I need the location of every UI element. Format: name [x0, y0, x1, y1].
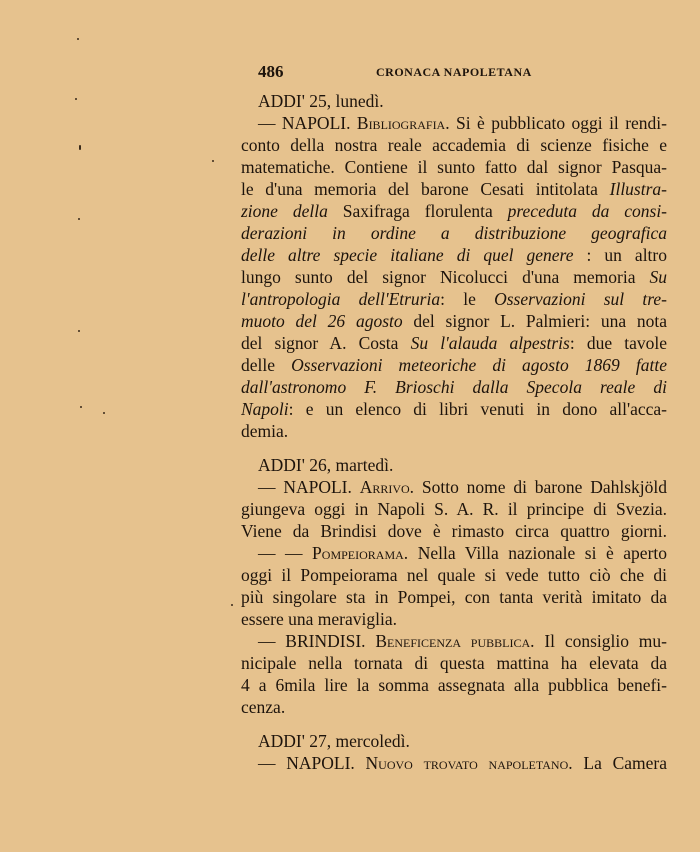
text-run: ADDI' 26, martedì.: [258, 455, 394, 475]
section-heading: Bibliografia: [356, 113, 446, 133]
scan-speck: [77, 38, 79, 40]
text-line: [241, 630, 667, 652]
text-run: . Si è pubblicato oggi il rendi-: [445, 113, 667, 133]
scan-speck: [78, 218, 80, 220]
text-run: — NAPOLI.: [258, 753, 366, 773]
italic-text: Su: [649, 267, 667, 287]
text-run: : le: [440, 289, 495, 309]
text-line: [241, 178, 667, 200]
text-line: [241, 112, 667, 134]
italic-text: Illustra-: [609, 179, 667, 199]
text-run: 4 a 6mila lire la somma assegnata alla pubblica benefi-: [241, 675, 667, 695]
page-body-text: [241, 90, 667, 774]
section-heading: Nuovo trovato napoletano: [365, 753, 569, 773]
text-run: Saxifraga florulenta: [327, 201, 508, 221]
text-line: [241, 134, 667, 156]
italic-text: zione della: [241, 201, 328, 221]
text-line: [241, 266, 667, 288]
text-run: demia.: [241, 421, 289, 441]
text-run: nicipale nella tornata di questa mattina ha elevata da: [241, 653, 667, 673]
running-title: CRONACA NAPOLETANA: [376, 65, 532, 79]
text-run: oggi il Pompeiorama nel quale si vede tutto ciò che di: [241, 565, 667, 585]
text-run: del signor A. Costa: [241, 333, 411, 353]
italic-text: Su l'alauda alpestris: [410, 333, 570, 353]
text-run: ADDI' 25, lunedì.: [258, 91, 384, 111]
italic-text: preceduta da consi-: [507, 201, 667, 221]
scan-speck: [231, 604, 233, 606]
text-run: del signor L. Palmieri: una nota: [402, 311, 667, 331]
text-run: : un altro: [573, 245, 667, 265]
scan-speck: [80, 406, 82, 408]
italic-text: Osservazioni meteoriche di agosto 1869 fatte: [291, 355, 667, 375]
text-line: [241, 244, 667, 266]
text-line: [241, 586, 667, 608]
text-run: Viene da Brindisi dove è rimasto circa quattro giorni.: [241, 521, 667, 541]
text-line: [241, 520, 667, 542]
running-header: [258, 62, 666, 84]
italic-text: delle altre specie italiane di quel genere: [241, 245, 574, 265]
text-run: — NAPOLI.: [258, 113, 357, 133]
text-line: [241, 564, 667, 586]
text-run: cenza.: [241, 697, 286, 717]
section-heading: Arrivo: [359, 477, 410, 497]
text-line: [241, 310, 667, 332]
text-line: [241, 476, 667, 498]
italic-text: Napoli: [241, 399, 289, 419]
scan-speck: [212, 160, 214, 162]
text-run: — —: [258, 543, 313, 563]
text-line: [241, 454, 667, 476]
text-run: : due tavole: [569, 333, 667, 353]
text-run: . Il consiglio mu-: [530, 631, 667, 651]
text-line: [241, 156, 667, 178]
scan-speck: [103, 412, 105, 414]
text-line: [241, 696, 667, 718]
italic-text: dall'astronomo F. Brioschi dalla Specola reale di: [241, 377, 667, 397]
text-line: [241, 200, 667, 222]
text-run: matematiche. Contiene il sunto fatto dal signor Pasqua-: [241, 157, 667, 177]
section-heading: Beneficenza pubblica: [375, 631, 531, 651]
text-run: conto della nostra reale accademia di scienze fisiche e: [241, 135, 667, 155]
text-line: [241, 332, 667, 354]
scan-speck: [78, 330, 80, 332]
text-run: giungeva oggi in Napoli S. A. R. il principe di Svezia.: [241, 499, 667, 519]
page-number: 486: [258, 62, 284, 81]
text-line: [241, 398, 667, 420]
text-run: . Sotto nome di barone Dahlskjöld: [409, 477, 667, 497]
text-line: [241, 674, 667, 696]
paragraph-gap: [241, 442, 667, 454]
text-line: [241, 222, 667, 244]
text-line: [241, 90, 667, 112]
text-run: . La Camera: [568, 753, 667, 773]
text-line: [241, 498, 667, 520]
text-run: — BRINDISI.: [258, 631, 376, 651]
text-line: [241, 608, 667, 630]
scan-speck: [79, 145, 81, 150]
text-run: essere una meraviglia.: [241, 609, 397, 629]
italic-text: l'antropologia dell'Etruria: [241, 289, 441, 309]
text-run: più singolare sta in Pompei, con tanta verità imitato da: [241, 587, 667, 607]
text-line: [241, 376, 667, 398]
text-run: — NAPOLI.: [258, 477, 360, 497]
text-line: [241, 652, 667, 674]
section-heading: Pompeiorama: [312, 543, 404, 563]
text-line: [241, 730, 667, 752]
italic-text: Osservazioni sul tre-: [494, 289, 667, 309]
text-run: . Nella Villa nazionale si è aperto: [403, 543, 667, 563]
text-line: [241, 354, 667, 376]
text-line: [241, 420, 667, 442]
paragraph-gap: [241, 718, 667, 730]
text-run: delle: [241, 355, 292, 375]
text-run: ADDI' 27, mercoledì.: [258, 731, 410, 751]
scan-speck: [75, 98, 77, 100]
text-line: [241, 288, 667, 310]
text-run: lungo sunto del signor Nicolucci d'una memoria: [241, 267, 650, 287]
text-line: [241, 752, 667, 774]
text-run: le d'una memoria del barone Cesati intitolata: [241, 179, 610, 199]
text-run: : e un elenco di libri venuti in dono all'acca-: [288, 399, 667, 419]
italic-text: muoto del 26 agosto: [241, 311, 403, 331]
italic-text: derazioni in ordine a distribuzione geografica: [241, 223, 667, 243]
text-line: [241, 542, 667, 564]
